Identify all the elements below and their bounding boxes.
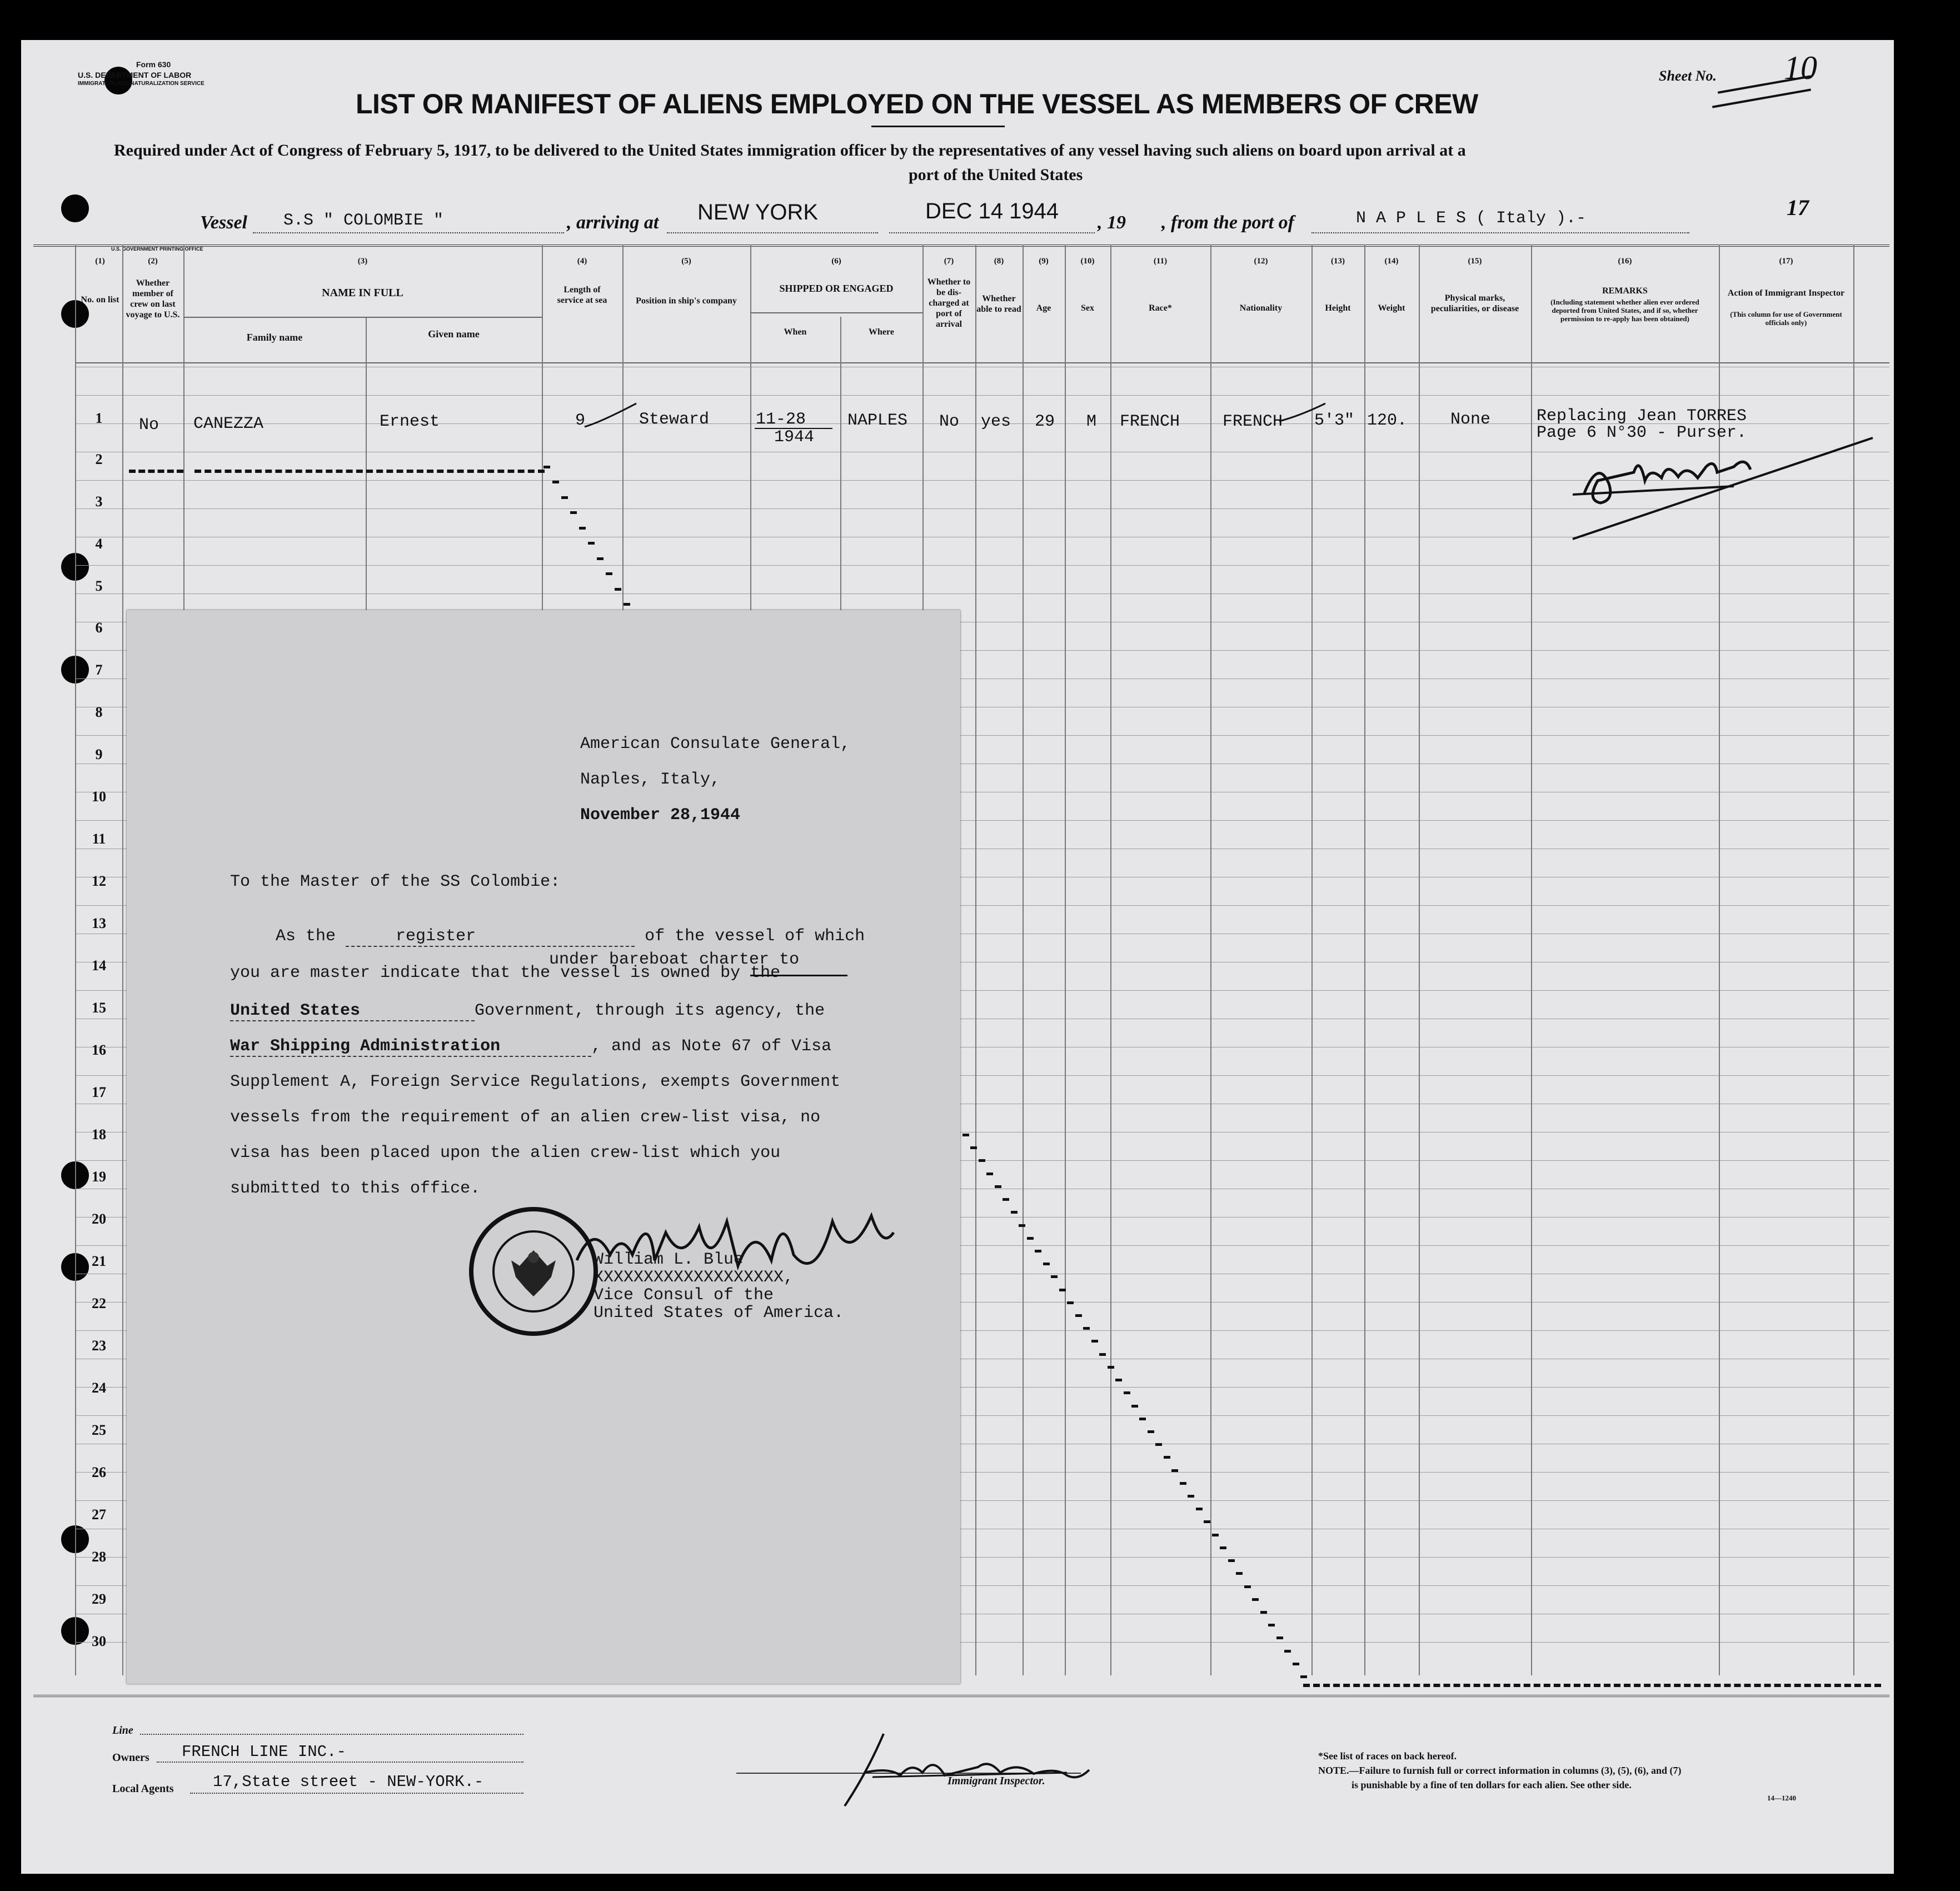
row-number: 14 (92, 957, 106, 974)
column-rule (1419, 245, 1420, 1675)
letter-paragraph-line: submitted to this office. (230, 1179, 481, 1198)
letter-paragraph-line: As the register of the vessel of which (276, 927, 865, 946)
row2-dash (194, 470, 545, 473)
row-number: 15 (92, 1000, 106, 1016)
column-header: Nationality (1239, 303, 1283, 313)
column-rule (1531, 245, 1532, 1675)
corner-number: 17 (1787, 195, 1809, 220)
cancel-dash (1027, 1237, 1034, 1240)
from-port-value: N A P L E S ( Italy ).- (1356, 209, 1587, 228)
department-line: U.S. DEPARTMENT OF LABOR (78, 71, 192, 79)
table-bottom-rule (33, 1695, 1889, 1697)
line-underline (140, 1734, 523, 1735)
arrival-date-stamp: DEC 14 1944 (925, 199, 1059, 223)
cancel-dash (995, 1185, 1001, 1188)
shipped-divider (750, 312, 922, 313)
cancel-dash (1236, 1572, 1243, 1575)
title-underline (871, 126, 1005, 127)
column-number: (5) (681, 257, 691, 266)
check-mark (1278, 399, 1328, 427)
ruled-line (75, 395, 1889, 396)
consulate-letter (127, 610, 960, 1684)
column-rule (1311, 245, 1313, 1675)
cancel-dash (1196, 1508, 1203, 1510)
letter-paragraph-line: War Shipping Administration , and as Note 67 of Visa (230, 1037, 832, 1056)
sheet-label: Sheet No. (1659, 68, 1717, 84)
date-underline (889, 232, 1095, 233)
column-header: NAME IN FULL (322, 287, 403, 299)
row-number: 12 (92, 873, 106, 889)
column-header: Position in ship's company (636, 296, 737, 306)
row-number: 17 (92, 1084, 106, 1100)
shipped-when-year: 1944 (774, 428, 815, 447)
remarks: Replacing Jean TORRES (1537, 407, 1747, 426)
column-number: (7) (944, 257, 954, 266)
cancel-dash (1260, 1611, 1267, 1614)
column-header: Whether able to read (976, 294, 1021, 314)
column-number: (16) (1618, 257, 1632, 266)
cancel-dash (597, 557, 604, 560)
row-number: 26 (92, 1464, 106, 1480)
column-number: (2) (148, 257, 158, 266)
vessel-value: S.S " COLOMBIE " (283, 211, 444, 230)
row-number: 20 (92, 1211, 106, 1227)
row-number: 29 (92, 1591, 106, 1607)
row-number: 19 (92, 1169, 106, 1185)
cancel-dash (543, 466, 550, 468)
line-label: Line (112, 1724, 133, 1737)
letter-paragraph-line: United States Government, through its agency, the (230, 1001, 825, 1020)
races-note: *See list of races on back hereof. (1318, 1750, 1457, 1762)
row-number: 18 (92, 1126, 106, 1142)
row-number: 2 (95, 451, 103, 467)
column-number: (4) (577, 257, 587, 266)
row-number: 13 (92, 915, 106, 931)
physical-marks: None (1450, 410, 1491, 429)
row-number: 24 (92, 1380, 106, 1396)
cancel-dash (561, 496, 568, 499)
cancel-dash (1051, 1275, 1058, 1278)
cancel-dash (606, 572, 612, 575)
row-number: 25 (92, 1422, 106, 1438)
column-header: Physical marks, peculiarities, or disease (1430, 293, 1519, 313)
arriving-label: , arriving at (567, 212, 659, 233)
check-mark (583, 400, 639, 433)
from-port-underline (1311, 232, 1689, 233)
column-number: (11) (1153, 257, 1168, 266)
owners-label: Owners (112, 1752, 149, 1764)
department-line: IMMIGRATION AND NATURALIZATION SERVICE (78, 81, 205, 87)
family-name: CANEZZA (193, 415, 264, 433)
column-number: (14) (1384, 257, 1399, 266)
weight: 120. (1367, 411, 1408, 430)
column-rule (1065, 245, 1066, 1675)
remarks-signature (1567, 433, 1878, 545)
struck-title: XXXXXXXXXXXXXXXXXXX, (594, 1268, 794, 1287)
row-number: 11 (92, 831, 106, 847)
cancel-dash (1204, 1520, 1210, 1523)
column-number: (17) (1779, 257, 1793, 266)
row-number: 5 (95, 578, 103, 594)
column-header: Weight (1378, 303, 1405, 313)
signer-title: United States of America. (594, 1304, 844, 1323)
cancel-dash (1059, 1289, 1066, 1291)
letter-date: November 28,1944 (580, 806, 741, 825)
cancel-dash (1268, 1624, 1275, 1626)
nationality: FRENCH (1223, 412, 1283, 431)
race: FRENCH (1120, 412, 1180, 431)
column-rule (975, 245, 976, 1675)
able-to-read: yes (981, 412, 1011, 431)
cancel-dash (570, 511, 577, 514)
column-number: (15) (1468, 257, 1482, 266)
row-number: 21 (92, 1253, 106, 1269)
form-title: LIST OR MANIFEST OF ALIENS EMPLOYED ON THE VESSEL AS MEMBERS OF CREW (356, 88, 1478, 119)
row-number: 6 (95, 620, 103, 636)
row2-dash (129, 470, 183, 473)
cancel-dash (1011, 1211, 1018, 1214)
cancel-dash (1164, 1456, 1170, 1459)
from-port-label: , from the port of (1161, 212, 1294, 233)
row-number: 30 (92, 1633, 106, 1649)
column-rule (1110, 245, 1111, 1675)
punch-hole (61, 194, 89, 222)
arriving-underline (667, 232, 878, 233)
sex: M (1086, 412, 1097, 431)
owners-underline (157, 1762, 523, 1763)
cancel-dash (1284, 1650, 1291, 1653)
column-header: Action of Immigrant Inspector (1727, 288, 1845, 298)
cancel-dash (1276, 1636, 1283, 1639)
cancel-dash (1252, 1598, 1259, 1601)
column-header: Whether to be dis-charged at port of arrival (927, 277, 971, 329)
table-top-rule (33, 245, 1889, 247)
column-number: (1) (95, 257, 105, 266)
row-number: 3 (95, 493, 103, 510)
row-number: 22 (92, 1295, 106, 1311)
cancel-dash (588, 542, 595, 545)
vessel-label: Vessel (200, 212, 247, 233)
column-number: (13) (1331, 257, 1345, 266)
column-subheader: Given name (428, 328, 480, 340)
row-number: 1 (95, 410, 103, 426)
signer-name: William L. Blue (594, 1250, 744, 1269)
cancel-dash (1124, 1391, 1130, 1394)
cancel-dash (1019, 1224, 1025, 1227)
form-subtitle: port of the United States (909, 166, 1083, 184)
cancel-dash (1115, 1379, 1122, 1381)
column-header: REMARKS (1602, 286, 1648, 296)
cancel-dash (1212, 1534, 1219, 1536)
letter-insertion: under bareboat charter to (549, 950, 800, 969)
row-number: 10 (92, 789, 106, 805)
cancel-dash (1300, 1675, 1307, 1678)
crew-last-voyage: No (139, 416, 159, 435)
cancel-dash (1091, 1340, 1098, 1343)
row-number: 16 (92, 1042, 106, 1058)
column-number: (3) (357, 257, 368, 266)
column-number: (12) (1254, 257, 1268, 266)
letter-paragraph-line: Supplement A, Foreign Service Regulations, exempts Government (230, 1072, 841, 1091)
sheet-number: 10 (1784, 49, 1817, 86)
column-header: Race* (1149, 303, 1172, 313)
row-number: 27 (92, 1506, 106, 1523)
column-rule (75, 245, 76, 1675)
column-rule (1023, 245, 1024, 1675)
row-number: 9 (95, 746, 103, 762)
cancel-dash (615, 588, 621, 591)
cancel-dash (1067, 1301, 1074, 1304)
signer-title: Vice Consul of the (594, 1286, 774, 1305)
cancel-dash (1131, 1405, 1138, 1408)
cancel-dash (624, 603, 630, 606)
cancel-dash (1155, 1443, 1162, 1446)
column-rule (1364, 245, 1365, 1675)
cancel-dash (970, 1146, 977, 1149)
cancel-dash (1220, 1546, 1226, 1549)
letter-paragraph-line: vessels from the requirement of an alien crew-list visa, no (230, 1108, 821, 1127)
vessel-underline (253, 232, 564, 233)
cancel-dash (1148, 1430, 1154, 1433)
cancel-dash (1043, 1263, 1050, 1265)
column-header: No. on list (81, 295, 119, 305)
form-number: Form 630 (136, 60, 171, 69)
cancel-dash (1293, 1663, 1299, 1665)
length-of-service: 9 (575, 411, 586, 430)
discharged: No (939, 412, 960, 431)
ruled-line (75, 593, 1889, 594)
column-subheader: Family name (246, 332, 303, 343)
position: Steward (639, 410, 710, 429)
cancel-dash (979, 1159, 985, 1162)
inspector-signature (834, 1728, 1095, 1812)
column-header-note: (This column for use of Government officials only) (1730, 310, 1842, 327)
cancel-dash (1139, 1418, 1146, 1420)
cancel-dash (1075, 1314, 1082, 1317)
cancel-dash (1228, 1559, 1235, 1562)
row-number: 28 (92, 1549, 106, 1565)
cancel-dash (579, 527, 586, 530)
height: 5'3" (1314, 411, 1355, 430)
owners-value: FRENCH LINE INC.- (182, 1743, 346, 1761)
column-number: (8) (994, 257, 1004, 266)
row-number: 4 (95, 536, 103, 552)
arriving-value: NEW YORK (697, 200, 819, 224)
agents-label: Local Agents (112, 1783, 174, 1795)
year-label: , 19 (1098, 212, 1126, 233)
form-subtitle: Required under Act of Congress of February 5, 1917, to be delivered to the United States immigration officer by the representatives of any vessel having such aliens on board upon arrival at a (114, 141, 1466, 159)
column-rule (1210, 245, 1211, 1675)
letter-paragraph-line: visa has been placed upon the alien crew-list which you (230, 1144, 781, 1162)
cancel-dash (1244, 1585, 1251, 1588)
cancel-dash (1099, 1353, 1106, 1356)
shipped-where: NAPLES (847, 411, 908, 430)
column-number: (10) (1080, 257, 1095, 266)
header-bottom-rule (75, 362, 1889, 363)
cancel-dash (1108, 1366, 1114, 1369)
shipped-when: 11-28 (756, 410, 806, 429)
column-number: (6) (831, 257, 841, 266)
column-header: Age (1036, 303, 1051, 313)
column-header: Sex (1081, 303, 1094, 313)
remarks: Page 6 N°30 - Purser. (1537, 423, 1747, 442)
penalty-note: NOTE.—Failure to furnish full or correct information in columns (3), (5), (6), and (7) (1318, 1765, 1682, 1776)
letter-office: American Consulate General, (580, 735, 851, 754)
column-header: Length of service at sea (557, 285, 607, 305)
form-code: 14—1240 (1767, 1794, 1796, 1802)
column-subheader: Where (869, 327, 894, 337)
cancel-dash (552, 481, 559, 483)
column-header: Height (1325, 303, 1351, 313)
row-number: 23 (92, 1338, 106, 1354)
name-divider (183, 317, 542, 318)
cancel-dash (1171, 1469, 1178, 1472)
cancel-dash (1035, 1250, 1041, 1253)
agents-underline (190, 1793, 523, 1794)
inspector-label: Immigrant Inspector. (947, 1775, 1045, 1787)
printer-mark: U.S. GOVERNMENT PRINTING OFFICE (111, 246, 203, 252)
cancel-dash (1188, 1495, 1194, 1498)
column-number: (9) (1039, 257, 1049, 266)
column-header-note: (Including statement whether alien ever ordered deported from United States, and if so, whether permission to re-apply has been obtained) (1550, 298, 1699, 323)
column-header: Whether member of crew on last voyage to U.S. (126, 278, 180, 320)
penalty-note: is punishable by a fine of ten dollars for each alien. See other side. (1351, 1779, 1632, 1790)
row-number: 7 (95, 662, 103, 678)
cancel-dash (1003, 1198, 1009, 1201)
column-subheader: When (784, 327, 807, 337)
cancel-dash (962, 1134, 969, 1136)
column-header: SHIPPED OR ENGAGED (779, 283, 894, 294)
letter-office: Naples, Italy, (580, 770, 721, 789)
column-rule (122, 245, 123, 1675)
cancel-dash (1180, 1482, 1186, 1485)
owned-by-strike (750, 975, 847, 976)
given-name: Ernest (380, 412, 440, 431)
age: 29 (1035, 412, 1055, 431)
cancel-dash (986, 1172, 993, 1175)
cancel-dash (1083, 1327, 1090, 1330)
row-number: 8 (95, 704, 103, 720)
agents-value: 17,State street - NEW-YORK.- (213, 1773, 484, 1791)
cancel-end-dash (1303, 1684, 1881, 1687)
letter-salutation: To the Master of the SS Colombie: (230, 872, 561, 891)
ruled-line (75, 565, 1889, 566)
letter-paragraph-line: you are master indicate that the vessel is owned by the (230, 964, 781, 982)
